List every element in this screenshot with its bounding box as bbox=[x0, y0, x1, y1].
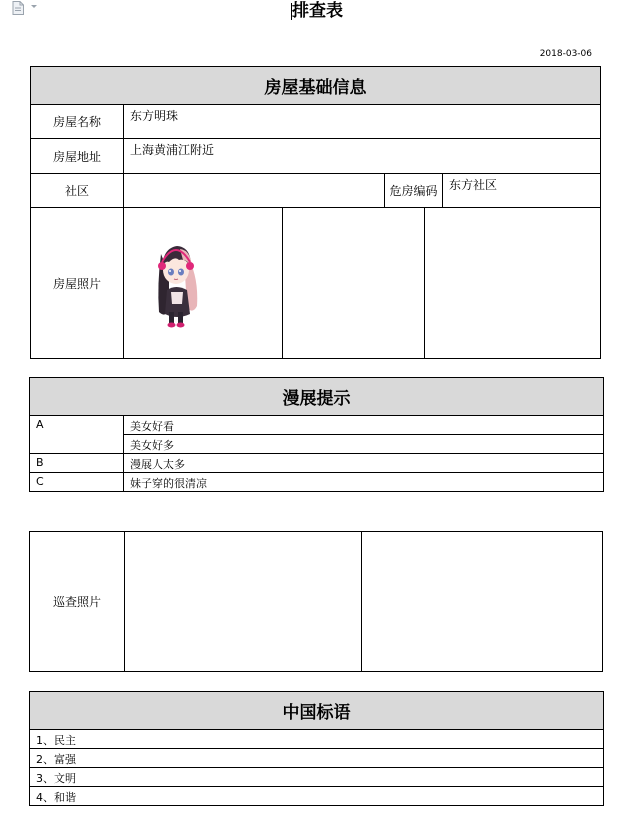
house-photo-slot-2[interactable] bbox=[283, 208, 425, 359]
house-address-value[interactable]: 上海黄浦江附近 bbox=[124, 139, 601, 174]
inspection-photo-slot-2[interactable] bbox=[362, 532, 603, 672]
house-info-table bbox=[30, 66, 601, 359]
slogan-item[interactable]: 1、民主 bbox=[30, 730, 604, 749]
house-info-header: 房屋基础信息 bbox=[31, 67, 601, 105]
house-photo-slot-1[interactable] bbox=[124, 208, 283, 359]
inspection-photo-slot-1[interactable] bbox=[125, 532, 362, 672]
danger-code-value[interactable]: 东方社区 bbox=[443, 174, 601, 208]
house-name-value[interactable]: 东方明珠 bbox=[124, 105, 601, 139]
text-cursor bbox=[291, 3, 292, 20]
expo-tips-table bbox=[29, 377, 604, 492]
expo-tips-header: 漫展提示 bbox=[30, 378, 604, 416]
danger-code-label: 危房编码 bbox=[385, 174, 443, 208]
page-title: 排查表 bbox=[292, 1, 343, 21]
tip-key-a: A bbox=[30, 416, 124, 454]
slogan-item[interactable]: 2、富强 bbox=[30, 749, 604, 768]
slogans-header: 中国标语 bbox=[30, 692, 604, 730]
community-label: 社区 bbox=[31, 174, 124, 208]
anime-girl-photo bbox=[147, 234, 205, 330]
tip-value[interactable]: 美女好多 bbox=[124, 435, 604, 454]
tip-value[interactable]: 漫展人太多 bbox=[124, 454, 604, 473]
slogan-item[interactable]: 3、文明 bbox=[30, 768, 604, 787]
house-address-label: 房屋地址 bbox=[31, 139, 124, 174]
tip-value[interactable]: 妹子穿的很清凉 bbox=[124, 473, 604, 492]
inspection-photo-label: 巡查照片 bbox=[30, 532, 125, 672]
report-date: 2018-03-06 bbox=[539, 49, 592, 59]
tip-key-b: B bbox=[30, 454, 124, 473]
house-photo-label: 房屋照片 bbox=[31, 208, 124, 359]
tip-key-c: C bbox=[30, 473, 124, 492]
community-value[interactable] bbox=[124, 174, 385, 208]
house-name-label: 房屋名称 bbox=[31, 105, 124, 139]
house-photo-slot-3[interactable] bbox=[425, 208, 601, 359]
inspection-photo-table bbox=[29, 531, 603, 672]
tip-value[interactable]: 美女好看 bbox=[124, 416, 604, 435]
slogan-item[interactable]: 4、和谐 bbox=[30, 787, 604, 806]
slogans-table bbox=[29, 691, 604, 806]
